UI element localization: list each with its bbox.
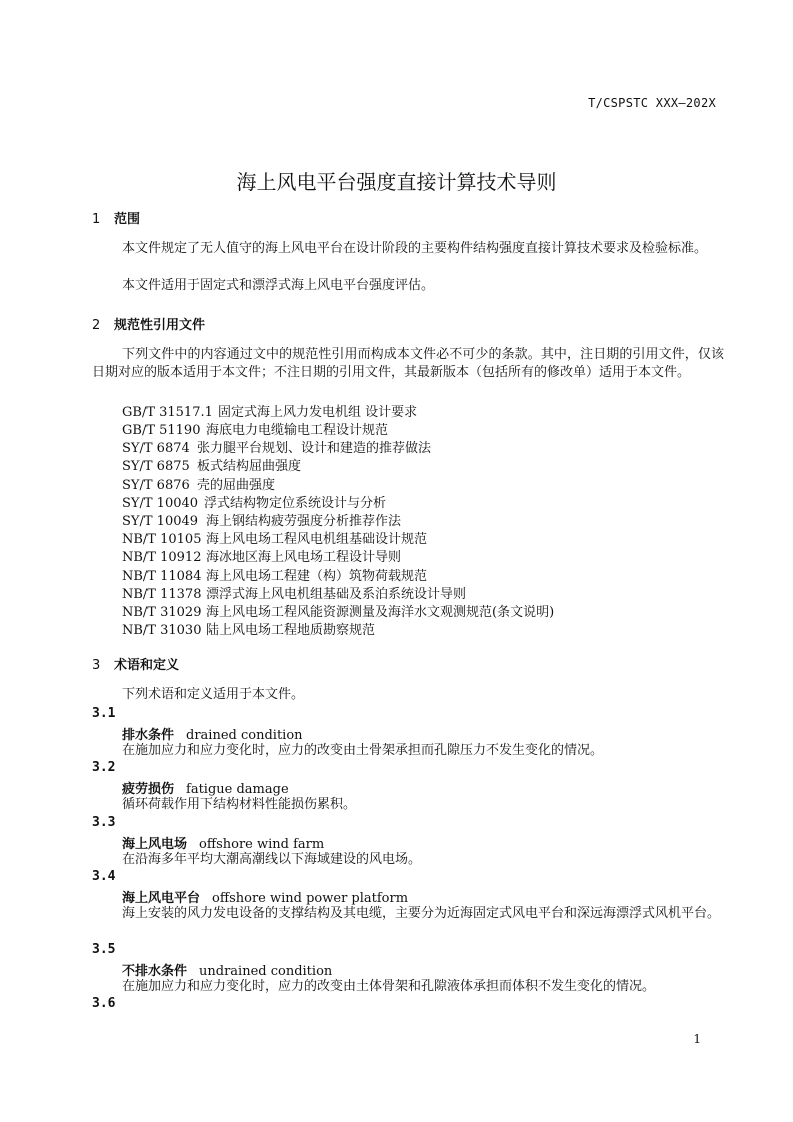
term-name [122,724,303,743]
term-number: 3.3 [92,815,116,830]
reference-code: GB/T 51190 [122,423,201,438]
term-name-en: offshore wind power platform [212,891,409,906]
term-name-en: offshore wind farm [199,837,325,852]
reference-title: 海冰地区海上风电场工程设计导则 [206,550,402,565]
reference-item [122,419,388,438]
term-name-zh: 海上风电平台 [122,891,201,906]
reference-title: 海底电力电缆输电工程设计规范 [206,423,389,438]
term-name [122,833,324,852]
term-name-zh: 排水条件 [122,728,175,743]
section-heading-scope [92,208,140,227]
section-title: 规范性引用文件 [114,318,206,333]
reference-code: SY/T 10040 [122,496,199,511]
reference-title: 海上风电场工程风电机组基础设计规范 [206,532,428,547]
term-name-en: undrained condition [199,964,333,979]
term-name [122,778,289,797]
term-name-en: drained condition [186,728,303,743]
reference-title: 浮式结构物定位系统设计与分析 [204,496,387,511]
reference-code: NB/T 11378 [122,587,202,602]
section-heading-references [92,314,205,333]
term-number: 3.2 [92,760,116,775]
scope-paragraph-2: 本文件适用于固定式和漂浮式海上风电平台强度评估。 [122,278,435,293]
reference-item [122,510,401,529]
reference-title: 海上钢结构疲劳强度分析推荐作法 [206,514,402,529]
section-title: 范围 [114,212,141,227]
reference-code: SY/T 6876 [122,478,190,493]
term-name [122,960,332,979]
document-title: 海上风电平台强度直接计算技术导则 [236,170,557,194]
reference-code: SY/T 6874 [122,441,190,456]
reference-item [122,492,386,511]
section-number: 3 [92,658,101,673]
term-number: 3.5 [92,942,116,957]
reference-code: SY/T 6875 [122,459,190,474]
reference-item [122,565,427,584]
reference-item [122,401,417,420]
reference-item [122,474,275,493]
reference-title: 壳的屈曲强度 [197,478,276,493]
terms-intro: 下列术语和定义适用于本文件。 [122,687,305,702]
reference-title: 固定式海上风力发电机组 设计要求 [218,405,418,420]
reference-title: 陆上风电场工程地质勘察规范 [206,623,376,638]
reference-title: 漂浮式海上风电机组基础及系泊系统设计导则 [206,587,467,602]
document-code: T/CSPSTC XXX—202X [588,96,716,110]
term-name-zh: 海上风电场 [122,837,188,852]
term-definition: 在施加应力和应力变化时，应力的改变由土骨架承担而孔隙压力不发生变化的情况。 [122,743,604,758]
reference-title: 海上风电场工程建（构）筑物荷载规范 [206,569,428,584]
reference-code: NB/T 10912 [122,550,202,565]
reference-title: 张力腿平台规划、设计和建造的推荐做法 [197,441,432,456]
term-name [122,887,408,906]
reference-code: NB/T 31029 [122,605,202,620]
term-name-zh: 不排水条件 [122,964,188,979]
reference-item [122,528,427,547]
reference-item [122,619,375,638]
reference-title: 板式结构屈曲强度 [197,459,302,474]
reference-code: NB/T 31030 [122,623,202,638]
reference-code: NB/T 10105 [122,532,202,547]
term-definition: 在沿海多年平均大潮高潮线以下海域建设的风电场。 [122,852,422,867]
reference-code: SY/T 10049 [122,514,199,529]
reference-item [122,583,466,602]
term-definition: 循环荷载作用下结构材料性能损伤累积。 [122,797,357,812]
term-number: 3.4 [92,869,116,884]
reference-code: GB/T 31517.1 [122,405,213,420]
term-name-zh: 疲劳损伤 [122,782,175,797]
reference-item [122,455,301,474]
section-heading-terms [92,654,179,673]
reference-title: 海上风电场工程风能资源测量及海洋水文观测规范(条文说明) [206,605,555,620]
reference-item [122,546,401,565]
references-intro: 下列文件中的内容通过文中的规范性引用而构成本文件必不可少的条款。其中，注日期的引用文件，仅该日期对应的版本适用于本文件；不注日期的引用文件，其最新版本（包括所有的修改单）适用于本文件。 [92,347,724,381]
section-number: 1 [92,212,101,227]
section-title: 术语和定义 [114,658,180,673]
page-number: 1 [693,1032,701,1046]
reference-code: NB/T 11084 [122,569,202,584]
term-definition: 海上安装的风力发电设备的支撑结构及其电缆，主要分为近海固定式风电平台和深远海漂浮式风机平台。 [122,906,721,921]
section-number: 2 [92,318,101,333]
reference-item [122,437,431,456]
reference-item [122,601,554,620]
scope-paragraph-1: 本文件规定了无人值守的海上风电平台在设计阶段的主要构件结构强度直接计算技术要求及检验标准。 [122,241,708,256]
term-number: 3.6 [92,996,116,1011]
term-number: 3.1 [92,706,116,721]
term-name-en: fatigue damage [186,782,289,797]
term-definition: 在施加应力和应力变化时，应力的改变由土体骨架和孔隙液体承担而体积不发生变化的情况。 [122,979,656,994]
